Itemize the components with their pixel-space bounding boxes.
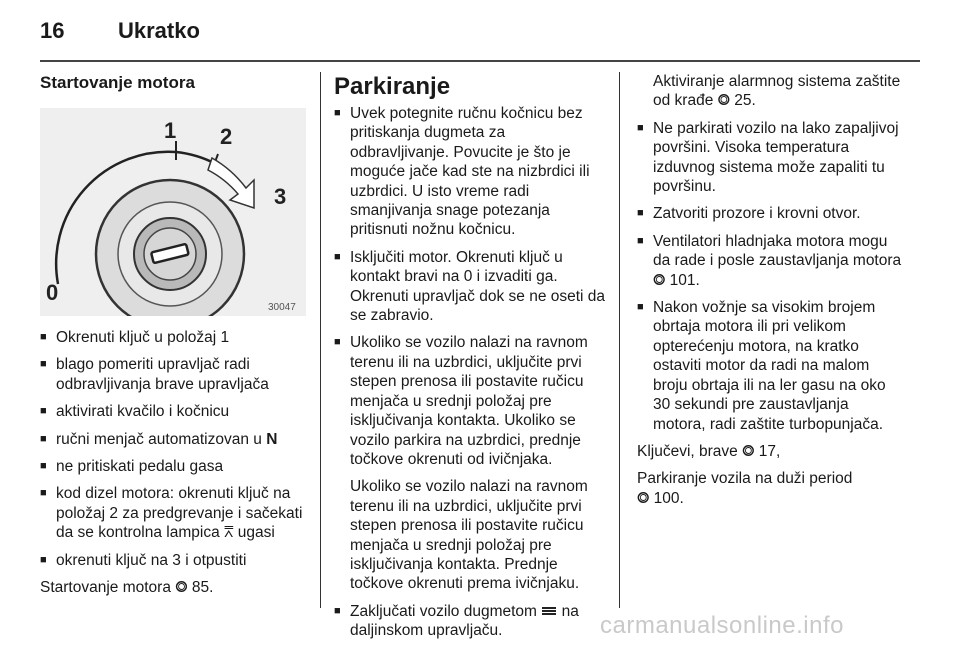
- section-heading-starting: Startovanje motora: [40, 73, 195, 92]
- cross-reference[interactable]: Parkiranje vozila na duži period ⭗ 100.: [637, 470, 853, 507]
- list-item: ■ Ne parkirati vozilo na lako zapaljivoj površini. Visoka temperatura izduvnog sistema može zapaliti tu površinu.: [637, 119, 905, 197]
- ignition-switch-figure: [40, 108, 306, 316]
- column-parking-cont: [637, 72, 905, 516]
- cross-reference[interactable]: Startovanje motora ⭗ 85.: [40, 579, 214, 597]
- ref-arrow-icon: ⭗: [717, 92, 730, 110]
- list-item: ■ okrenuti ključ na 3 i otpustiti: [40, 551, 308, 570]
- list-item: ■ kod dizel motora: okrenuti ključ na položaj 2 za predgrevanje i sačekati da se kontrolna lampica ⩞ ugasi: [40, 484, 308, 542]
- list-item: ■ Zatvoriti prozore i krovni otvor.: [637, 204, 905, 223]
- glow-plug-icon: ⩞: [224, 524, 234, 542]
- starting-steps: [40, 328, 308, 570]
- header-rule: [40, 60, 920, 62]
- column-starting-engine: [40, 72, 308, 605]
- list-item: ■ Isključiti motor. Okrenuti ključ u kontakt bravi na 0 i izvaditi ga. Okrenuti upravljač dok se ne oseti da se zabravio.: [334, 248, 606, 326]
- list-item: ■ Nakon vožnje sa visokim brojem obrtaja motora ili pri velikom opterećenju motora, na kratko ostaviti motor da radi na malom broju obrtaja ili na ler gasu na oko 30 sekundi pre zaustavljanja motora, radi zaštite turbopunjača.: [637, 298, 905, 434]
- parking-steps-3: [637, 119, 905, 434]
- ref-arrow-icon: ⭗: [175, 579, 188, 597]
- list-item: ■ Zaključati vozilo dugmetom na daljinskom upravljaču.: [334, 602, 606, 641]
- position-label: 2: [220, 124, 233, 149]
- list-item: ■ Ventilatori hladnjaka motora mogu da rade i posle zaustavljanja motora ⭗ 101.: [637, 232, 905, 290]
- cross-reference[interactable]: Aktiviranje alarmnog sistema zaštite od krađe ⭗ 25.: [653, 73, 901, 110]
- ref-arrow-icon: ⭗: [637, 489, 650, 507]
- cross-reference[interactable]: Ključevi, brave ⭗ 17,: [637, 442, 781, 460]
- paragraph: Ukoliko se vozilo nalazi na ravnom terenu ili na uzbrdici, uključite prvi stepen prenosa ili postavite ručicu menjača u srednji položaj pre isključivanja kontakta. Prednje točkove okrenuti prema ivičnjaku.: [350, 478, 588, 593]
- page-title: Ukratko: [118, 18, 200, 43]
- parking-steps: [334, 104, 606, 469]
- list-item: ■ aktivirati kvačilo i kočnicu: [40, 402, 308, 421]
- position-label: 3: [274, 184, 287, 209]
- position-label: 1: [164, 118, 177, 143]
- ignition-diagram: [40, 108, 306, 316]
- ref-arrow-icon: ⭗: [653, 271, 666, 289]
- list-item: ■ blago pomeriti upravljač radi odbravljivanja brave upravljača: [40, 355, 308, 394]
- watermark: carmanualsonline.info: [600, 612, 844, 639]
- list-item: ■ Uvek potegnite ručnu kočnicu bez pritiskanja dugmeta za odbravljivanje. Povucite je što je moguće jače kad ste na nizbrdici ili uzbrdici. U isto vreme radi smanjivanja snage potezanja pritisnuti nožnu kočnicu.: [334, 104, 606, 240]
- figure-code: 30047: [268, 302, 296, 313]
- list-item: ■ Ukoliko se vozilo nalazi na ravnom terenu ili na uzbrdici, uključite prvi stepen prenosa ili postavite ručicu menjača u srednji položaj pre isključivanja kontakta. Ukoliko se vozilo parkira na uzbrdici, prednje točkove okrenuti od ivičnjaka.: [334, 333, 606, 469]
- lock-button-icon: [541, 606, 557, 616]
- gear-n-symbol: N: [266, 430, 278, 448]
- list-item: ■ ne pritiskati pedalu gasa: [40, 457, 308, 476]
- page-number: 16: [40, 18, 65, 43]
- column-divider: [320, 72, 321, 608]
- column-divider: [619, 72, 620, 608]
- ref-arrow-icon: ⭗: [742, 442, 755, 460]
- column-parking: [334, 72, 606, 649]
- list-item: ■ Okrenuti ključ u položaj 1: [40, 328, 308, 347]
- section-heading-parking: Parkiranje: [334, 73, 451, 100]
- position-label: 0: [46, 280, 59, 305]
- parking-steps-2: [334, 602, 606, 641]
- list-item: ■ ručni menjač automatizovan u N: [40, 430, 308, 449]
